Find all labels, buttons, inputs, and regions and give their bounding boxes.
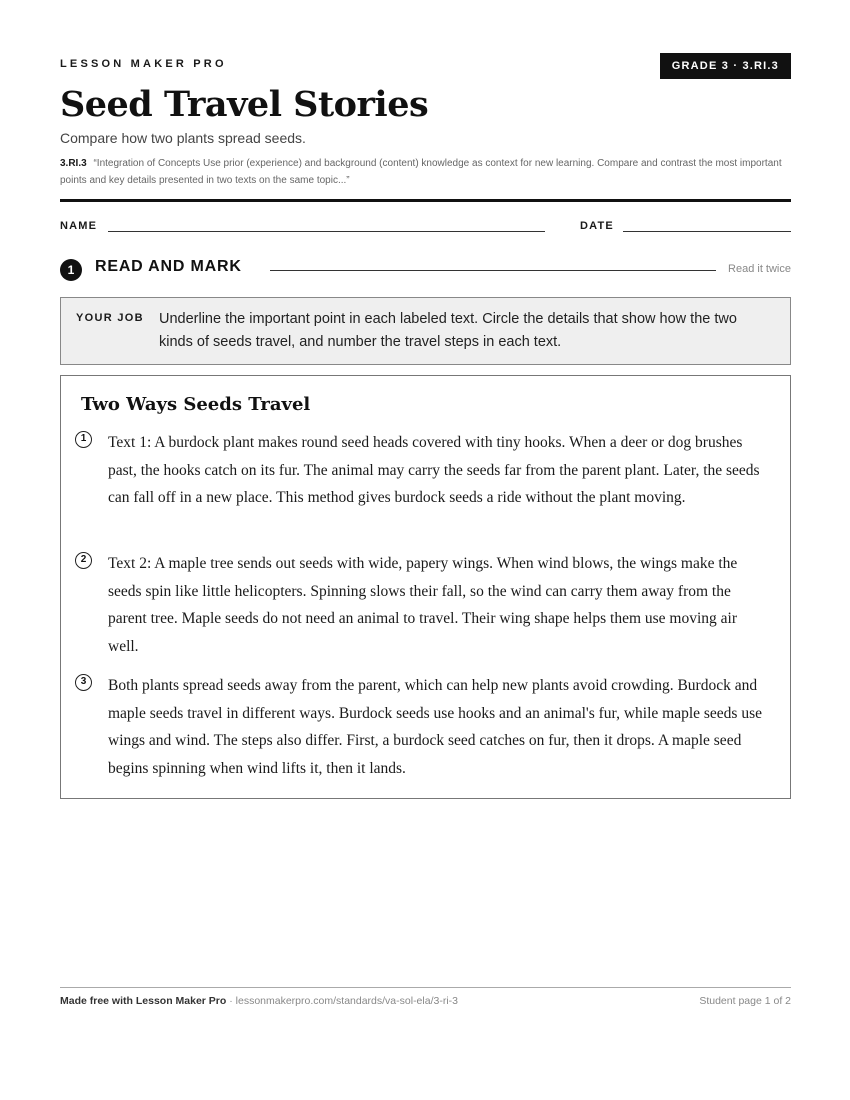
section-note: Read it twice: [728, 263, 791, 275]
reading-passage: [60, 375, 791, 799]
grade-badge: GRADE 3 · 3.RI.3: [660, 53, 791, 79]
standard-text: “Integration of Concepts Use prior (experience) and background (content) knowledge as context for new learning. Compare and contrast the most important points and key details presented in two texts on the same topic...”: [60, 158, 782, 186]
footer-separator: ·: [226, 995, 236, 1007]
paragraph-number-3: 3: [75, 674, 92, 691]
footer-divider: [60, 987, 791, 988]
paragraph-text-3: Both plants spread seeds away from the parent, which can help new plants avoid crowding. Burdock and maple seeds travel in different ways. Burdock seeds use hooks and an animal's fur, while maple seeds use wings and wind. The steps also differ. First, a burdock seed catches on fur, then it drops. A maple seed begins spinning when wind lifts it, then it lands.: [108, 677, 762, 777]
footer-page-info: Student page 1 of 2: [699, 995, 791, 1007]
job-text: Underline the important point in each labeled text. Circle the details that show how the two kinds of seeds travel, and number the travel steps in each text.: [159, 311, 737, 350]
standard-description: [60, 155, 791, 189]
footer-made-with: Made free with Lesson Maker Pro: [60, 995, 227, 1007]
paragraph-number-2: 2: [75, 552, 92, 569]
section-divider: [270, 270, 716, 271]
job-label: YOUR JOB: [76, 312, 144, 324]
section-title: READ AND MARK: [95, 258, 242, 275]
footer-url[interactable]: lessonmakerpro.com/standards/va-sol-ela/3-ri-3: [235, 995, 458, 1007]
name-label: NAME: [60, 220, 98, 232]
name-line[interactable]: [108, 231, 545, 232]
paragraph-text-1: Text 1: A burdock plant makes round seed heads covered with tiny hooks. When a deer or dog brushes past, the hooks catch on its fur. The animal may carry the seeds far from the parent plant. Later, the seeds can fall off in a new place. This method gives burdock seeds a ride without the plant moving.: [108, 434, 760, 506]
date-line[interactable]: [623, 231, 791, 232]
brand-name: LESSON MAKER PRO: [60, 58, 227, 70]
paragraph-text-2: Text 2: A maple tree sends out seeds with wide, papery wings. When wind blows, the wings make the seeds spin like little helicopters. Spinning slows their fall, so the wind can carry them away from the parent tree. Maple seeds do not need an animal to travel. Their wing shape helps them use moving air well.: [108, 555, 738, 655]
job-instructions-box: [60, 297, 791, 365]
footer-credit: [60, 995, 458, 1007]
header-divider: [60, 199, 791, 202]
passage-title: Two Ways Seeds Travel: [81, 394, 311, 415]
section-number-badge: 1: [60, 259, 82, 281]
page-subtitle: Compare how two plants spread seeds.: [60, 130, 306, 146]
date-label: DATE: [580, 220, 614, 232]
page-title: Seed Travel Stories: [60, 84, 429, 125]
paragraph-number-1: 1: [75, 431, 92, 448]
standard-code: 3.RI.3: [60, 158, 87, 169]
